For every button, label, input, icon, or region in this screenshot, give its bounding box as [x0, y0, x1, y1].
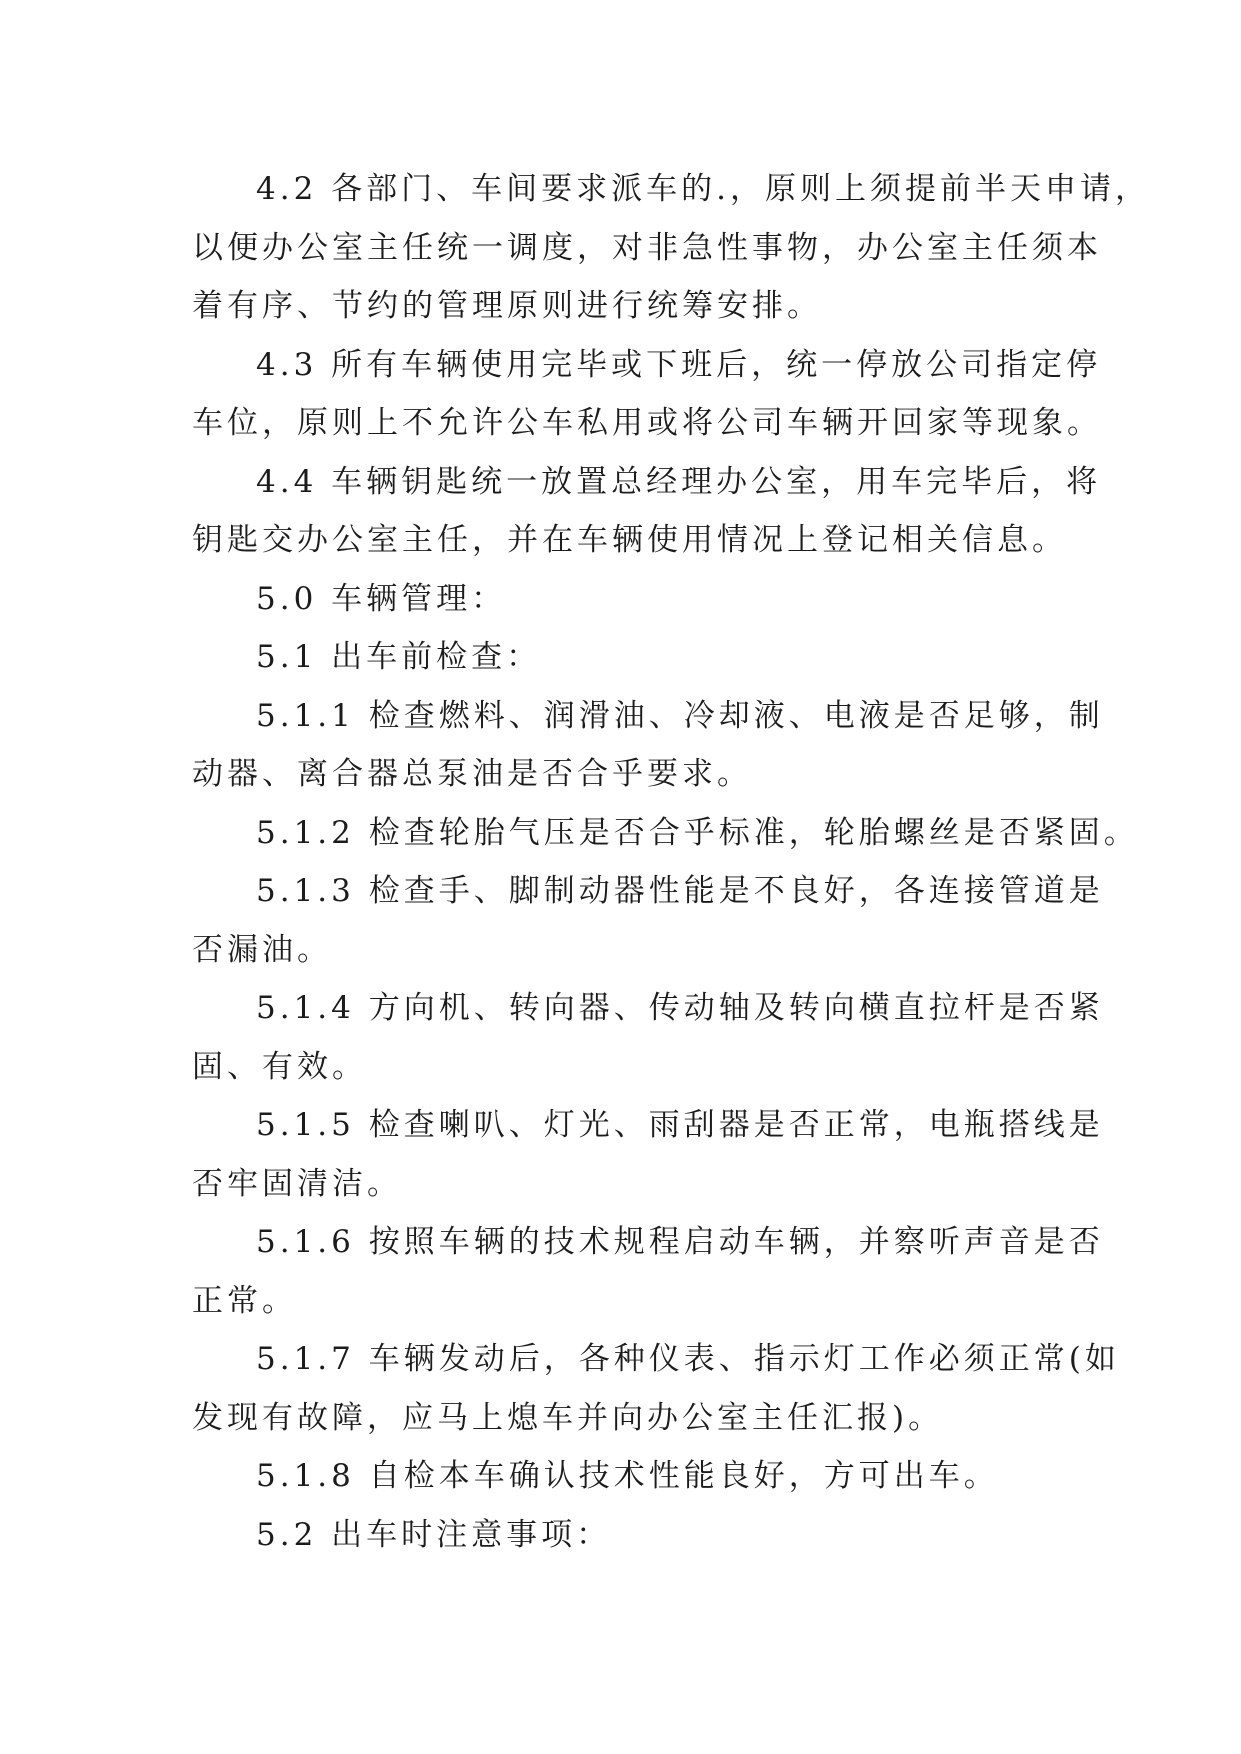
section-heading-5-0 — [192, 570, 1052, 629]
paragraph-4-3 — [192, 336, 1102, 453]
text-line: 4.3 所有车辆使用完毕或下班后，统一停放公司指定停 — [256, 346, 1102, 383]
paragraph-5-1-1 — [192, 687, 1104, 804]
paragraph-4-2 — [192, 160, 1151, 336]
paragraph-5-1-8 — [192, 1447, 1052, 1506]
text-line: 以便办公室主任统一调度，对非急性事物，办公室主任须本 — [192, 229, 1102, 266]
text-line: 否牢固清洁。 — [192, 1165, 402, 1202]
section-heading-5-1 — [192, 628, 1052, 687]
text-line: 钥匙交办公室主任，并在车辆使用情况上登记相关信息。 — [192, 522, 1067, 558]
text-line: 5.1.7 车辆发动后，各种仪表、指示灯工作必须正常(如 — [256, 1341, 1120, 1377]
text-line: 车位，原则上不允许公车私用或将公司车辆开回家等现象。 — [192, 405, 1102, 441]
text-line: 5.1.1 检查燃料、润滑油、冷却液、电液是否足够，制 — [256, 697, 1104, 734]
paragraph-5-1-6 — [192, 1213, 1104, 1330]
text-line: 5.1 出车前检查： — [256, 639, 542, 675]
text-line: 动器、离合器总泵油是否合乎要求。 — [192, 756, 752, 792]
text-line: 固、有效。 — [192, 1048, 367, 1085]
paragraph-5-1-5 — [192, 1096, 1104, 1213]
text-line: 正常。 — [192, 1282, 297, 1319]
text-line: 否漏油。 — [192, 931, 332, 968]
paragraph-5-1-7 — [192, 1330, 1120, 1447]
text-line: 5.0 车辆管理： — [256, 580, 507, 617]
section-heading-5-2 — [192, 1506, 1052, 1565]
text-line: 4.2 各部门、车间要求派车的.，原则上须提前半天申请， — [256, 171, 1151, 207]
paragraph-4-4 — [192, 453, 1102, 570]
paragraph-5-1-4 — [192, 979, 1104, 1096]
text-line: 5.1.5 检查喇叭、灯光、雨刮器是否正常，电瓶搭线是 — [256, 1107, 1104, 1143]
text-line: 5.2 出车时注意事项： — [256, 1516, 612, 1553]
text-line: 5.1.8 自检本车确认技术性能良好，方可出车。 — [256, 1458, 999, 1494]
document-body — [192, 160, 1151, 1564]
text-line: 5.1.6 按照车辆的技术规程启动车辆，并察听声音是否 — [256, 1224, 1104, 1260]
paragraph-5-1-3 — [192, 862, 1104, 979]
text-line: 5.1.2 检查轮胎气压是否合乎标准，轮胎螺丝是否紧固。 — [256, 814, 1139, 851]
text-line: 5.1.4 方向机、转向器、传动轴及转向横直拉杆是否紧 — [256, 990, 1104, 1026]
text-line: 4.4 车辆钥匙统一放置总经理办公室，用车完毕后，将 — [256, 463, 1102, 500]
paragraph-5-1-2 — [192, 804, 1139, 863]
text-line: 5.1.3 检查手、脚制动器性能是不良好，各连接管道是 — [256, 873, 1104, 909]
text-line: 发现有故障，应马上熄车并向办公室主任汇报)。 — [192, 1399, 944, 1436]
text-line: 着有序、节约的管理原则进行统筹安排。 — [192, 288, 822, 324]
